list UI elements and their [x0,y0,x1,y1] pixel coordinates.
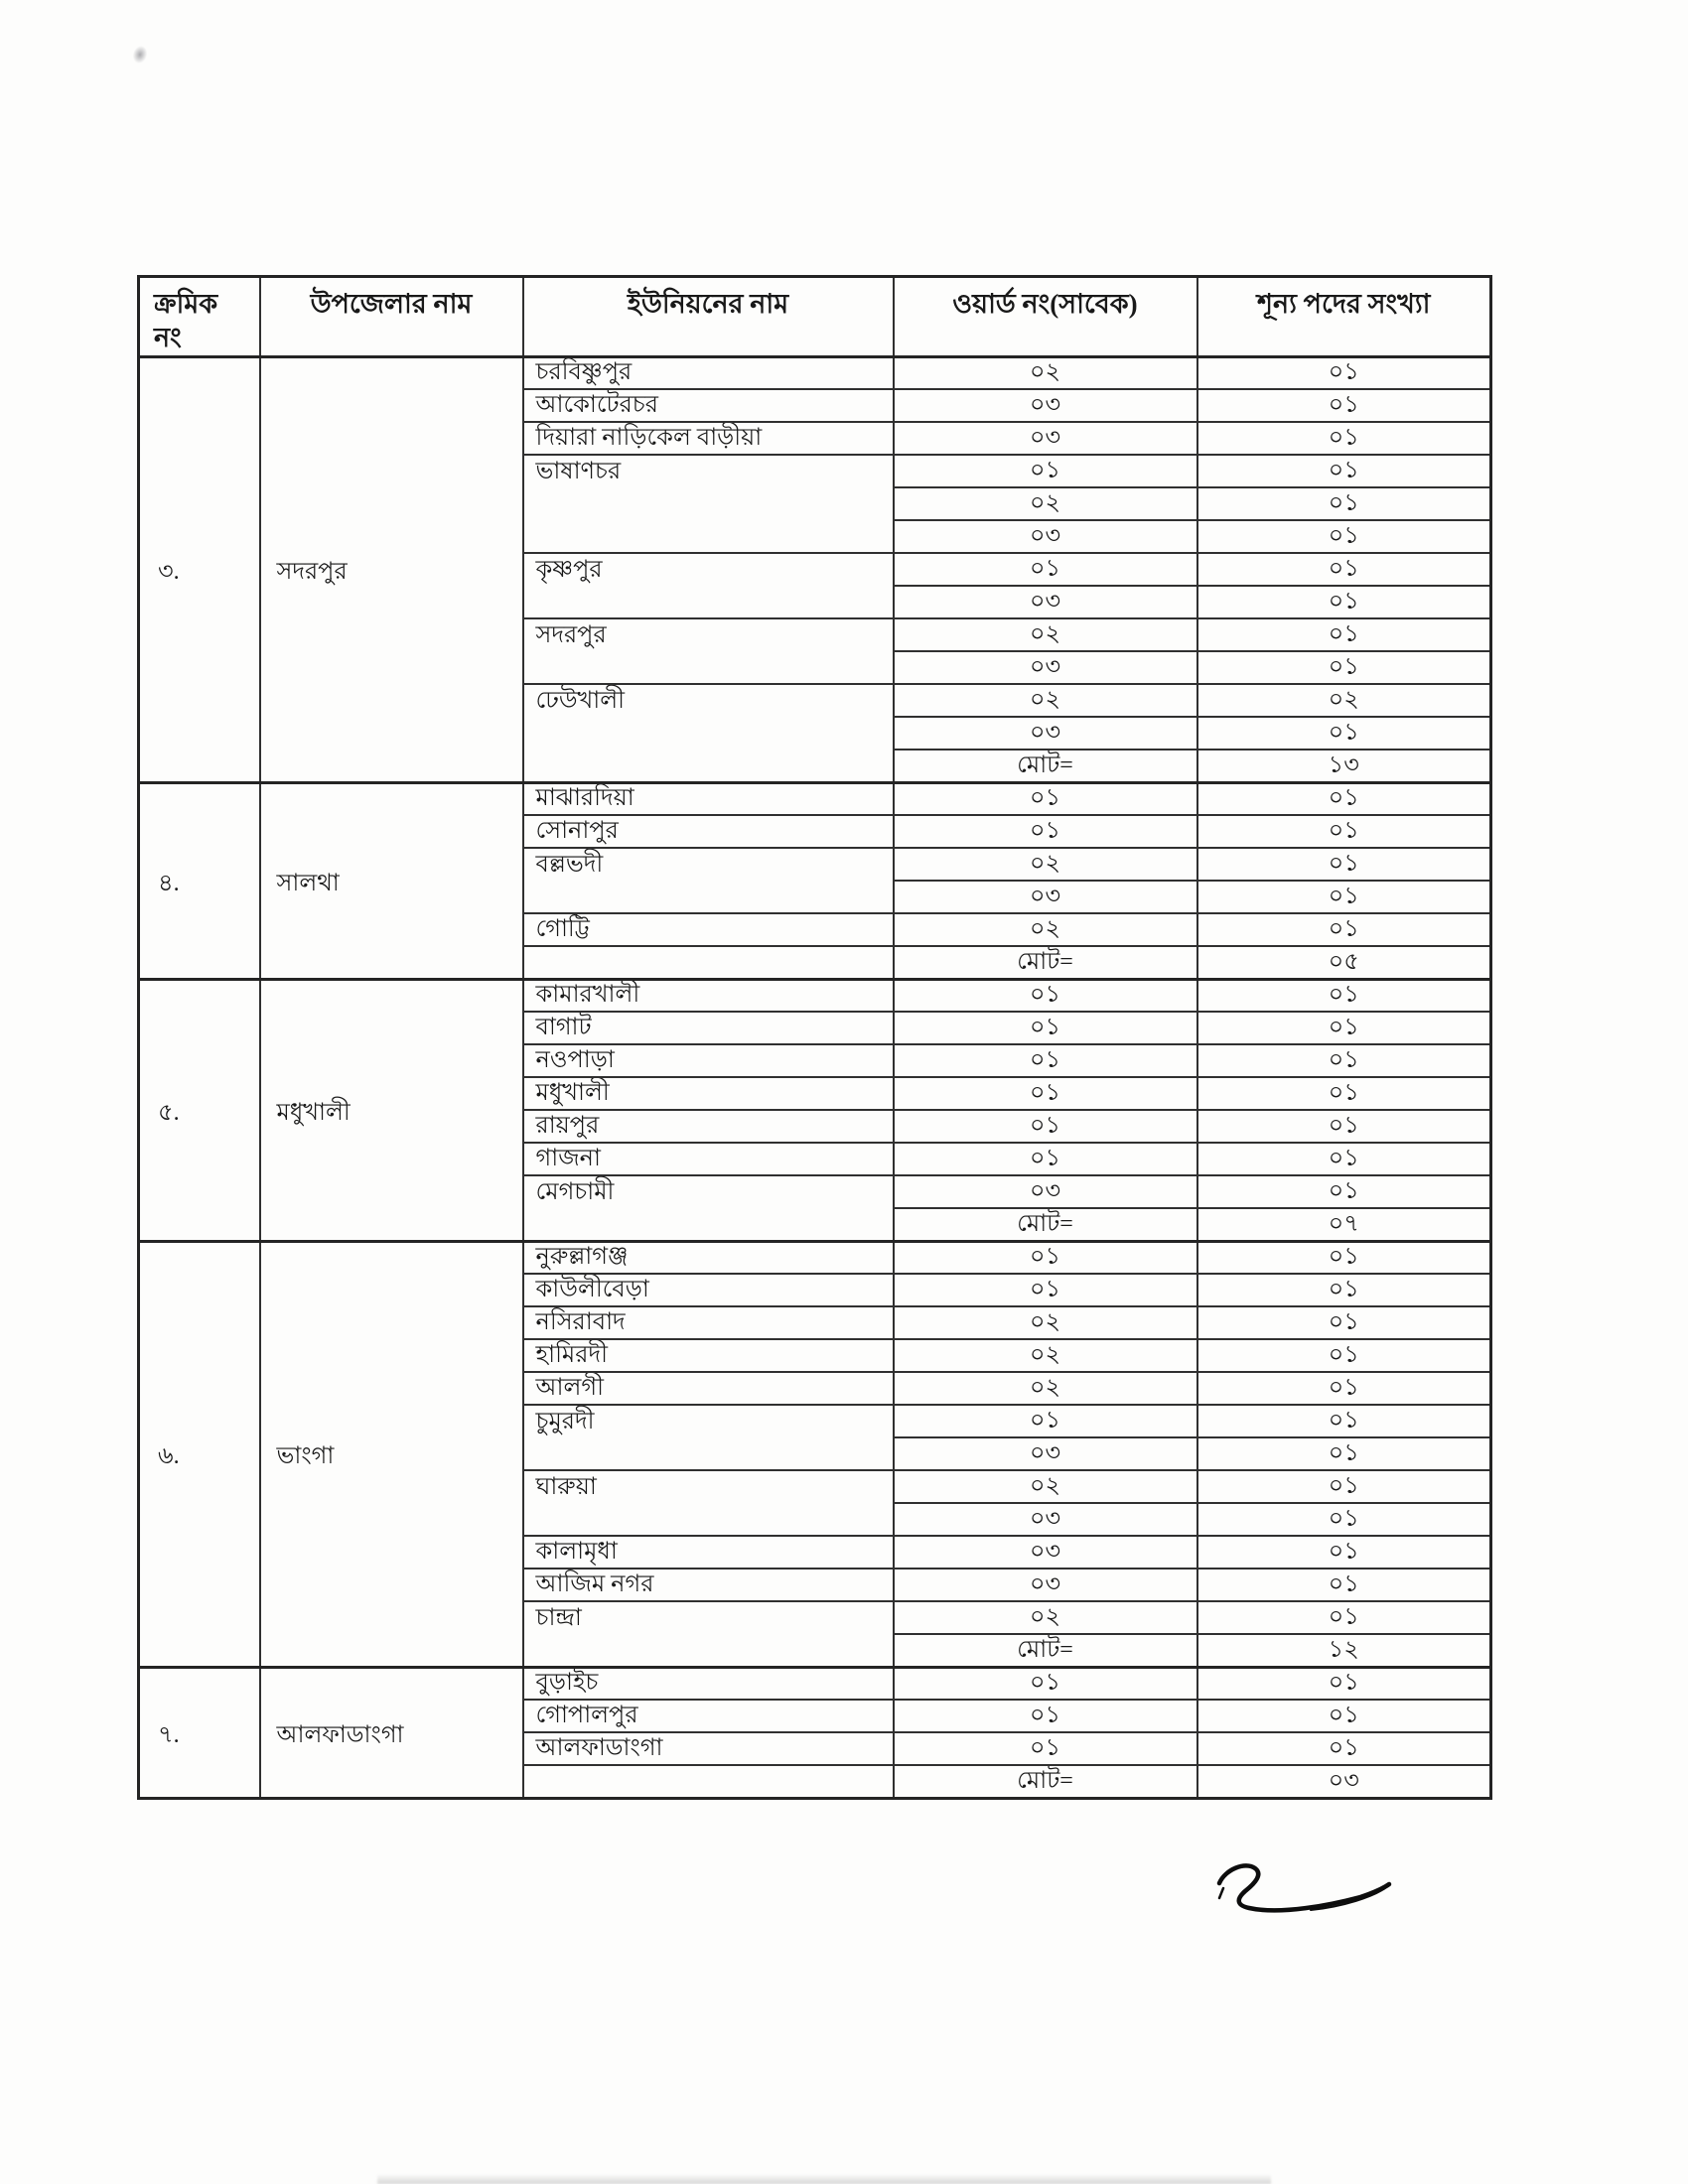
total-value-cell: ১৩ [1197,750,1491,782]
union-cell: চরবিষ্ণুপুর [523,356,894,389]
total-label-cell: মোট= [894,750,1197,782]
union-cell: মধুখালী [523,1077,894,1110]
union-cell: নসিরাবাদ [523,1306,894,1339]
total-label-cell: মোট= [894,946,1197,979]
union-cell: নওপাড়া [523,1044,894,1077]
ward-cell: ০১ [894,1012,1197,1044]
column-header-ward: ওয়ার্ড নং(সাবেক) [894,277,1197,357]
table-header [139,277,1491,357]
serial-cell: ৭. [139,1667,260,1798]
ward-cell: ০২ [894,913,1197,946]
ward-cell: ০৩ [894,651,1197,684]
union-cell: মেগচামী [523,1175,894,1241]
union-cell: বাগাট [523,1012,894,1044]
ward-cell: ০৩ [894,1175,1197,1208]
ward-cell: ০১ [894,979,1197,1012]
vacant-cell: ০১ [1197,881,1491,913]
table-row [139,979,1491,1012]
vacant-cell: ০১ [1197,1077,1491,1110]
vacant-cell: ০১ [1197,782,1491,815]
union-cell: রায়পুর [523,1110,894,1143]
vacant-cell: ০১ [1197,586,1491,618]
ward-cell: ০২ [894,618,1197,651]
table-row [139,1667,1491,1700]
vacant-cell: ০১ [1197,1044,1491,1077]
vacant-cell: ০১ [1197,1110,1491,1143]
ward-cell: ০২ [894,356,1197,389]
union-cell: ঘারুয়া [523,1470,894,1536]
union-cell: মাঝারদিয়া [523,782,894,815]
total-label-cell: মোট= [894,1208,1197,1241]
handwritten-signature-icon [1162,1832,1440,1941]
upazila-cell: আলফাডাংগা [260,1667,523,1798]
vacant-cell: ০১ [1197,1470,1491,1503]
ward-cell: ০৩ [894,1569,1197,1601]
ward-cell: ০১ [894,1732,1197,1765]
table-body [139,356,1491,1798]
ward-cell: ০৩ [894,586,1197,618]
header-row [139,277,1491,357]
total-value-cell: ১২ [1197,1634,1491,1667]
upazila-cell: ভাংগা [260,1241,523,1667]
ward-cell: ০২ [894,1306,1197,1339]
vacant-cell: ০১ [1197,1241,1491,1274]
vacant-cell: ০১ [1197,1732,1491,1765]
ward-cell: ০১ [894,1241,1197,1274]
ward-cell: ০১ [894,782,1197,815]
vacant-cell: ০১ [1197,1503,1491,1536]
scan-edge-shadow [377,2174,1271,2184]
ward-cell: ০৩ [894,1503,1197,1536]
union-cell: আজিম নগর [523,1569,894,1601]
column-header-union: ইউনিয়নের নাম [523,277,894,357]
total-label-cell: মোট= [894,1765,1197,1798]
vacant-cell: ০১ [1197,356,1491,389]
union-cell: আলফাডাংগা [523,1732,894,1765]
ward-cell: ০১ [894,1143,1197,1175]
ward-cell: ০৩ [894,1536,1197,1569]
union-cell: নুরুল্লাগঞ্জ [523,1241,894,1274]
total-value-cell: ০৭ [1197,1208,1491,1241]
ward-cell: ০১ [894,1110,1197,1143]
union-cell: সদরপুর [523,618,894,684]
union-cell: ঢেউখালী [523,684,894,782]
vacant-cell: ০১ [1197,1437,1491,1470]
ward-cell: ০২ [894,1339,1197,1372]
union-cell: কালামৃধা [523,1536,894,1569]
union-cell: কৃষ্ণপুর [523,553,894,618]
ward-cell: ০২ [894,1601,1197,1634]
vacant-cell: ০১ [1197,422,1491,455]
union-cell: গোপালপুর [523,1700,894,1732]
union-cell: চুমুরদী [523,1405,894,1470]
vacant-cell: ০১ [1197,1667,1491,1700]
union-cell: কামারখালী [523,979,894,1012]
union-cell: ভাষাণচর [523,455,894,553]
ward-cell: ০১ [894,815,1197,848]
total-value-cell: ০৫ [1197,946,1491,979]
union-cell: বুড়াইচ [523,1667,894,1700]
ward-cell: ০২ [894,487,1197,520]
ward-cell: ০১ [894,553,1197,586]
upazila-cell: সদরপুর [260,356,523,782]
union-cell: গোট্টি [523,913,894,946]
empty-union-cell [523,1765,894,1798]
empty-union-cell [523,946,894,979]
ward-cell: ০২ [894,684,1197,717]
serial-cell: ৩. [139,356,260,782]
ward-cell: ০৩ [894,717,1197,750]
ward-cell: ০১ [894,1044,1197,1077]
vacant-cell: ০১ [1197,1372,1491,1405]
vacant-cell: ০১ [1197,848,1491,881]
vacant-cell: ০২ [1197,684,1491,717]
union-cell: গাজনা [523,1143,894,1175]
vacant-cell: ০১ [1197,1700,1491,1732]
union-cell: দিয়ারা নাড়িকেল বাড়ীয়া [523,422,894,455]
vacant-cell: ০১ [1197,815,1491,848]
vacant-cell: ০১ [1197,1405,1491,1437]
vacant-cell: ০১ [1197,1536,1491,1569]
column-header-upazila: উপজেলার নাম [260,277,523,357]
column-header-vacant: শূন্য পদের সংখ্যা [1197,277,1491,357]
vacant-cell: ০১ [1197,487,1491,520]
vacant-cell: ০১ [1197,455,1491,487]
vacant-cell: ০১ [1197,651,1491,684]
ward-cell: ০২ [894,1372,1197,1405]
ward-cell: ০১ [894,1405,1197,1437]
serial-cell: ৫. [139,979,260,1241]
total-label-cell: মোট= [894,1634,1197,1667]
vacant-cell: ০১ [1197,913,1491,946]
ward-cell: ০১ [894,1700,1197,1732]
ward-cell: ০৩ [894,881,1197,913]
vacant-cell: ০১ [1197,1274,1491,1306]
table-row [139,356,1491,389]
vacant-cell: ০১ [1197,1306,1491,1339]
ward-cell: ০৩ [894,389,1197,422]
union-cell: চান্দ্রা [523,1601,894,1667]
vacant-cell: ০১ [1197,1569,1491,1601]
vacancy-table [137,275,1492,1800]
ward-cell: ০৩ [894,1437,1197,1470]
union-cell: আকোটেরচর [523,389,894,422]
vacant-cell: ০১ [1197,553,1491,586]
union-cell: হামিরদী [523,1339,894,1372]
vacant-cell: ০১ [1197,389,1491,422]
ward-cell: ০১ [894,455,1197,487]
serial-cell: ৬. [139,1241,260,1667]
vacant-cell: ০১ [1197,1339,1491,1372]
column-header-serial: ক্রমিক নং [139,277,260,357]
vacant-cell: ০১ [1197,979,1491,1012]
union-cell: সোনাপুর [523,815,894,848]
vacant-cell: ০১ [1197,1601,1491,1634]
table-row [139,782,1491,815]
scan-smudge-icon [131,44,150,65]
table-row [139,1241,1491,1274]
upazila-cell: সালথা [260,782,523,979]
ward-cell: ০৩ [894,520,1197,553]
upazila-cell: মধুখালী [260,979,523,1241]
ward-cell: ০১ [894,1667,1197,1700]
serial-cell: ৪. [139,782,260,979]
total-value-cell: ০৩ [1197,1765,1491,1798]
vacant-cell: ০১ [1197,1143,1491,1175]
union-cell: কাউলীবেড়া [523,1274,894,1306]
ward-cell: ০২ [894,848,1197,881]
ward-cell: ০১ [894,1274,1197,1306]
vacant-cell: ০১ [1197,1175,1491,1208]
vacant-cell: ০১ [1197,717,1491,750]
vacant-cell: ০১ [1197,618,1491,651]
union-cell: বল্লভদী [523,848,894,913]
vacant-cell: ০১ [1197,520,1491,553]
ward-cell: ০২ [894,1470,1197,1503]
ward-cell: ০১ [894,1077,1197,1110]
vacant-cell: ০১ [1197,1012,1491,1044]
ward-cell: ০৩ [894,422,1197,455]
union-cell: আলগী [523,1372,894,1405]
